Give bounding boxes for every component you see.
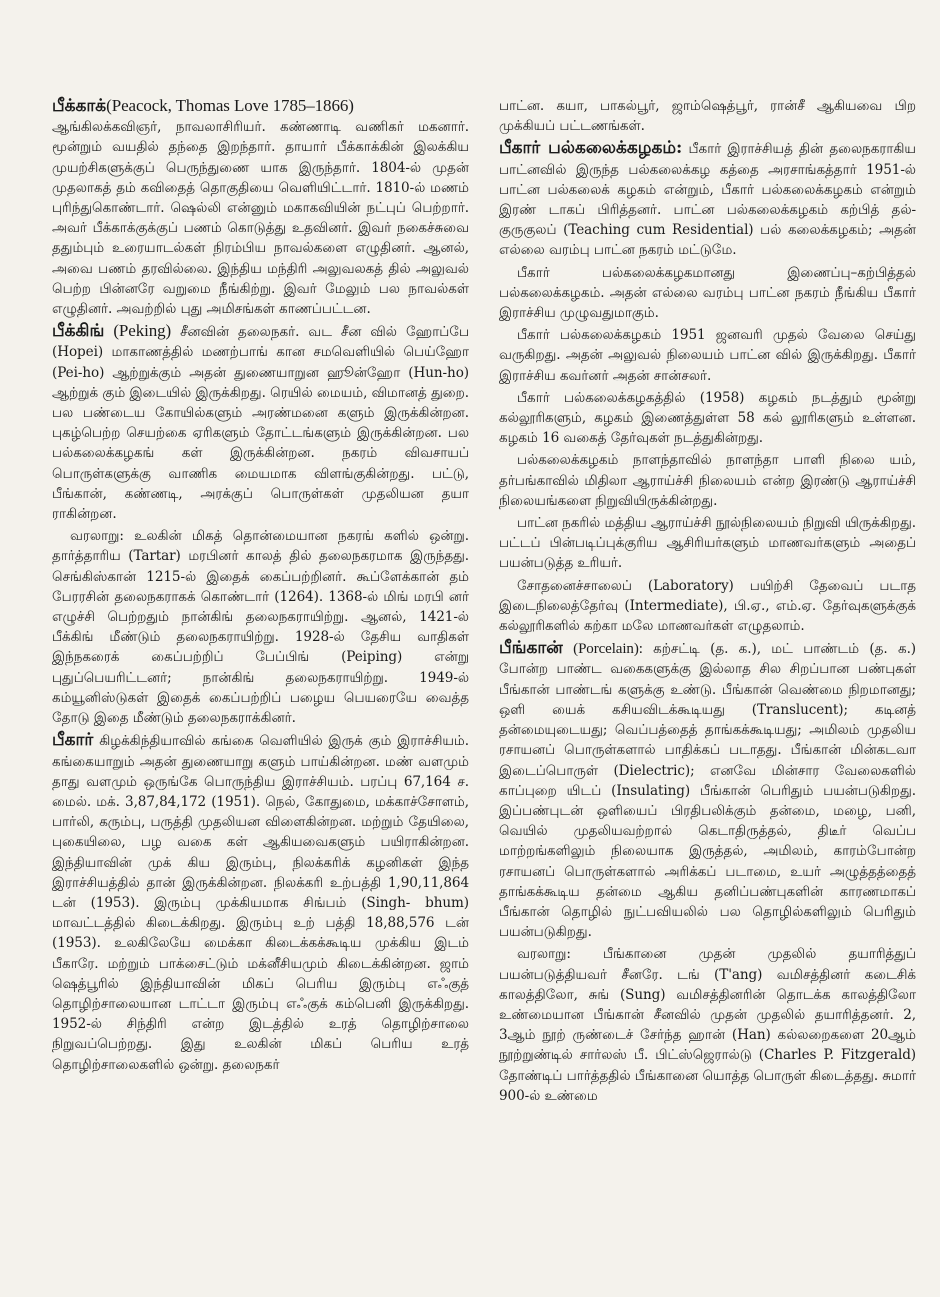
paragraph [499,263,916,324]
entry-peking [52,321,469,524]
headword: பீகார் [52,730,94,751]
headword-latin: (Peking) [113,321,172,341]
entry-text: வரலாறு: பீங்கானை முதன் முதலில் தயாரித்துப் பயன்படுத்தியவர் சீனரே. டங் (T'ang) வமிசத்தினர் கடைசிக் காலத்திலோ, சுங் (Sung) வமிசத்தினரின் தொடக்க காலத்திலோ உண்மையான பீங்கான் சீனவில் முதன் முதலில் தயாரித்தனர். 2, 3ஆம் நூற் ருண்டைச் சேர்ந்த ஹான் (Han) கல்லறைகளை 20ஆம் நூற்றுண்டில் சார்லஸ் பீ. பிட்ஸ்ஜெரால்டு (Charles P. Fitzgerald) தோண்டிப் பார்த்ததில் பீங்கானை யொத்த பொருள் கிடைத்தது. சுமார் 900-ல் உண்மை [499,946,916,1104]
entry-bihar-continued [499,96,916,136]
entry-text: பீகார் இராச்சியத் தின் தலைநகராகிய பாட்னவில் இருந்த பல்கலைக்கழ கத்தை அரசாங்கத்தார் 1951-ல் பாட்ன பல்கலைக் கழகம் என்றும், பீகார் பல்கலைக்கழகம் என்றும் இரண் டாகப் பிரித்தனர். பாட்ன பல்கலைக்கழகம் கற்பித் தல்-குருகுலப் (Teaching cum Residential) பல் கலைக்கழகம்; அதன் எல்லை வரம்பு பாட்ன நகரம் மட்டுமே. [499,141,916,259]
headword: பீகார் பல்கலைக்கழகம்: [499,138,683,159]
headword: பீங்கான் [499,638,563,659]
entry-text: கற்சட்டி (த. க.), மட் பாண்டம் (த. க.) போன்ற பாண்ட வகைகளுக்கு இல்லாத சில சிறப்பான பண்புகள் பீங்கான் பாண்டங் களுக்கு உண்டு. பீங்கான் வெண்மை நிறமானது; ஒளி யைக் கசியவிடக்கூடியது (Translucent); கடினத் தன்மையுடையது; வெப்பத்தைத் தாங்கக்கூடியது; அமிலம் முதலிய ரசாயனப் பொருள்களால் பாதிக்கப் படாதது. பீங்கான் மின்கடவா இடைப்பொருள் (Dielectric); எனவே மின்சார வேலைகளில் காப்புறை யிடப் (Insulating) பீங்கான் பெரிதும் பயன்படுகிறது. இப்பண்புடன் ஒளியைப் பிரதிபலிக்கும் தன்மை, மழை, பனி, வெயில் முதலியவற்றால் கெடாதிருத்தல், திடீர் வெப்ப மாற்றங்களிலும் நிலையாக இருத்தல், அமிலம், காரம்போன்ற ரசாயனப் பொருள்களால் அரிக்கப் படாமை, உயர் அழுத்தத்தைத் தாங்கக்கூடிய தன்மை ஆகிய தனிப்பண்புகளின் காரணமாகப் பீங்கான் தொழில் நுட்பவியலில் பல தொழில்களிலும் பெரிதும் பயன்படுகிறது. [499,641,916,941]
left-column [52,96,469,1257]
entry-text: சோதனைச்சாலைப் (Laboratory) பயிற்சி தேவைப் படாத இடைநிலைத்தேர்வு (Intermediate), பி.ஏ., எம்.ஏ. தேர்வுகளுக்குக் கல்லூரிகளில் கற்கா மலே மாணவர்கள் எழுதலாம். [499,577,916,635]
entry-porcelain-history [499,944,916,1106]
entry-text: பாட்ன. கயா, பாகல்பூர், ஜாம்ஷெத்பூர், ரான்சீ ஆகியவை பிற முக்கியப் பட்டணங்கள். [499,98,916,135]
paragraph [499,513,916,574]
paragraph [499,450,916,511]
entry-peking-history [52,526,469,728]
entry-text: பீகார் பல்கலைக்கழகம் 1951 ஜனவரி முதல் வேலை செய்து வருகிறது. அதன் அலுவல் நிலையம் பாட்ன வில் இருக்கிறது. பீகார் இராச்சிய கவர்னர் அதன் சான்சலர். [499,327,916,384]
paragraph [499,388,916,449]
entry-text: பல்கலைக்கழகம் நாளந்தாவில் நாளந்தா பாளி நிலை யம், தர்பங்காவில் மிதிலா ஆராய்ச்சி நிலையம் என்ற இரண்டு ஆராய்ச்சி நிலையங்களை நிறுவியிருக்கின்றது. [499,452,916,509]
entry-text: பாட்ன நகரில் மத்திய ஆராய்ச்சி நூல்நிலையம் நிறுவி யிருக்கிறது. பட்டப் பின்படிப்புக்குரிய ஆசிரியர்களும் மாணவர்களும் அதைப் பயன்படுத்த உரியர். [499,515,916,572]
paragraph [499,576,916,637]
entry-bihar-university [499,138,916,260]
headword: பீக்கிங் [52,321,105,342]
entry-text: ஆங்கிலக்கவிஞர், நாவலாசிரியர். கண்ணாடி வணிகர் மகனார். மூன்றும் வயதில் தந்தை இறந்தார். தாயார் பீக்காக்கின் இலக்கிய முயற்சிகளுக்குப் பெருந்துணை யாக இருந்தார். 1804-ல் முதன் முதலாகத் தம் கவிதைத் தொகுதியை வெளியிட்டார். 1810-ல் மணம் புரிந்துகொண்டார். ஷெல்லி என்னும் மகாகவியின் நட்புப் பெற்றார். அவர் பீக்காக்குக்குப் பணம் கொடுத்து உதவினர். இவர் நகைச்சுவை ததும்பும் உரையாடல்கள் நிரம்பிய நாவல்களை எழுதினர். ஆனல், அவை பணம் தரவில்லை. இந்திய மந்திரி அலுவலகத் தில் அலுவல் பெற்ற பின்னரே வறுமை நீங்கிற்று. இவர் மேலும் பல நாவல்கள் எழுதினர். அவற்றில் புது அமிசங்கள் காணப்பட்டன. [52,119,469,318]
headword-latin: (Peacock, Thomas Love 1785–1866) [106,96,354,115]
entry-porcelain [499,638,916,942]
entry-text: பீகார் பல்கலைக்கழகத்தில் (1958) கழகம் நடத்தும் மூன்று கல்லூரிகளும், கழகம் இணைத்துள்ள 58 கல் லூரிகளும் உள்ளன. கழகம் 16 வகைத் தேர்வுகள் நடத்துகின்றது. [499,389,916,447]
paragraph [499,325,916,386]
entry-text: பீகார் பல்கலைக்கழகமானது இணைப்பு–கற்பித்தல் பல்கலைக்கழகம். அதன் எல்லை வரம்பு பாட்ன நகரம் நீங்கிய பீகார் இராச்சிய முழுவதுமாகும். [499,264,916,322]
entry-peacock [52,96,469,319]
right-column [499,96,916,1257]
headword-latin: (Porcelain): [573,641,643,658]
headword: பீக்காக் [52,96,107,116]
entry-text: வரலாறு: உலகின் மிகத் தொன்மையான நகரங் களில் ஒன்று. தார்த்தாரிய (Tartar) மரபினர் காலத் தில் தலைநகரமாக இருந்தது. செங்கிஸ்கான் 1215-ல் இதைக் கைப்பற்றினர். கூப்ளேக்கான் தம் பேரரசின் தலைநகராகக் கொண்டார் (1264). 1368-ல் மிங் மரபி னர் எழுச்சி பெற்றதும் நான்கிங் தலைநகராயிற்று. ஆனல், 1421-ல் பீக்கிங் மீண்டும் தலைநகராயிற்று. 1928-ல் தேசிய வாதிகள் இந்நகரைக் கைப்பற்றிப் பேப்பிங் (Peiping) என்று புதுப்பெயரிட்டனர்; நான்கிங் தலைநகராயிற்று. 1949-ல் கம்யூனிஸ்டுகள் இதைக் கைப்பற்றிப் பழைய பெயரையே வைத்த தோடு இதை மீண்டும் தலைநகராக்கினர். [52,528,469,727]
entry-text: சீனவின் தலைநகர். வட சீன வில் ஹோப்பே (Hopei) மாகாணத்தில் மணற்பாங் கான சமவெளியில் பெய்ஹோ (Pei-ho) ஆற்றுக்கும் அதன் துணையாறுன ஹூன்ஹோ (Hun-ho) ஆற்றுக் கும் இடையில் இருக்கிறது. ரெயில் மையம், விமானத் துறை. பல பண்டைய கோயில்களும் அரண்மனை களும் இருக்கின்றன. புகழ்பெற்ற செயற்கை ஏரிகளும் தோட்டங்களும் இருக்கின்றன. பல பல்கலைக்கழகங் கள் இருக்கின்றன. நகரம் விவசாயப் பொருள்களுக்கு வாணிக மையமாக விளங்குகின்றது. பட்டு, பீங்கான், கண்ணடி, அரக்குப் பொருள்கள் முதலியன தயா ராகின்றன. [52,324,469,523]
entry-bihar [52,730,469,1074]
entry-text: கிழக்கிந்தியாவில் கங்கை வெளியில் இருக் கும் இராச்சியம். கங்கையாறும் அதன் துணையாறு களும் பாய்கின்றன. மண் வளமும் தாது வளமும் ஒருங்கே பொருந்திய இராச்சியம். பரப்பு 67,164 ச. மைல். மக். 3,87,84,172 (1951). நெல், கோதுமை, மக்காச்சோளம், பார்லி, கரும்பு, பருத்தி முதலியன விளைகின்றன. மற்றும் தேயிலை, புகையிலை, பழ வகை கள் ஆகியவைகளும் பயிராகின்றன. இந்தியாவின் முக் கிய இரும்பு, நிலக்கரிக் கழனிகள் இந்த இராச்சியத்தில் தான் இருக்கின்றன. நிலக்கரி உற்பத்தி 1,90,11,864 டன் (1953). இரும்பு முக்கியமாக சிங்பம் (Singh- bhum) மாவட்டத்தில் கிடைக்கிறது. இரும்பு உற் பத்தி 18,88,576 டன் (1953). உலகிலேயே மைக்கா கிடைக்கக்கூடிய முக்கிய இடம் பீகாரே. மற்றும் பாக்சைட்டும் மக்னீசியமும் கிடைக்கின்றன. ஜாம் ஷெத்பூரில் இந்தியாவின் மிகப் பெரிய இரும்பு எஃகுத் தொழிற்சாலையான டாட்டா இரும்பு எஃகுக் கம்பெனி இருக்கிறது. 1952-ல் சிந்திரி என்ற இடத்தில் உரத் தொழிற்சாலை நிறுவப்பெற்றது. இது உலகின் மிகப் பெரிய உரத் தொழிற்சாலைகளில் ஒன்று. தலைநகர் [52,733,469,1073]
